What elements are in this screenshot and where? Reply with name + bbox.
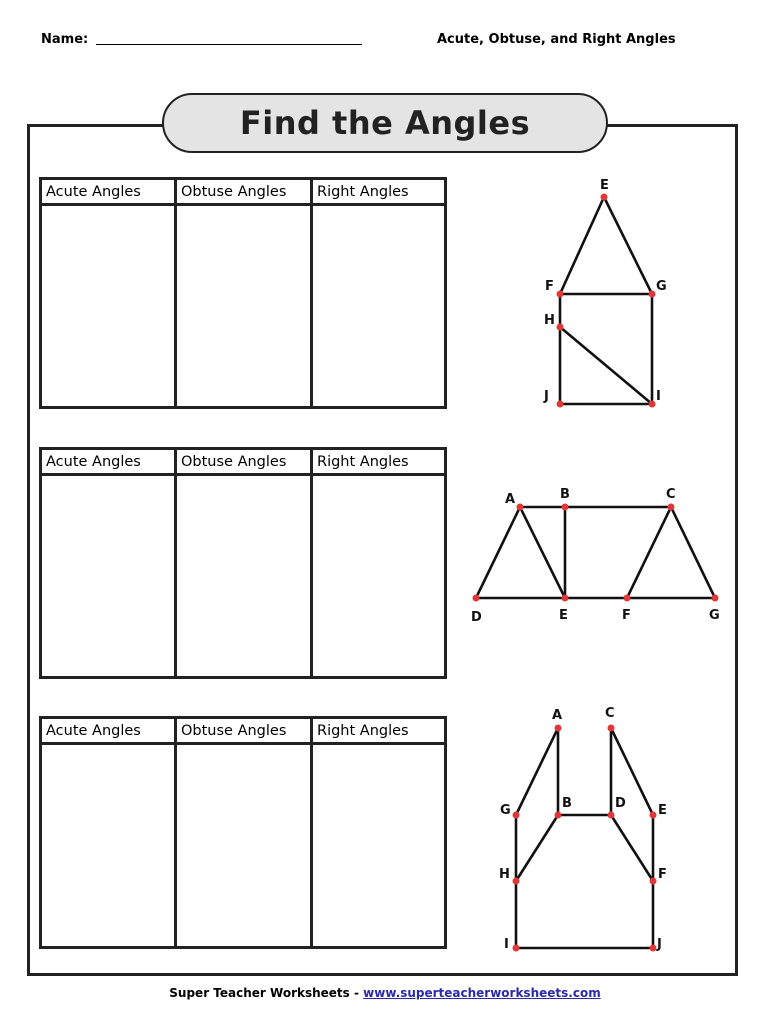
vertex-e [650, 812, 657, 819]
vertex-h [557, 324, 564, 331]
vertex-g [712, 595, 719, 602]
footer-text: Super Teacher Worksheets - [169, 986, 364, 1000]
label-g: G [656, 279, 667, 294]
label-e: E [559, 608, 568, 623]
label-g: G [709, 608, 720, 623]
footer-link[interactable]: www.superteacherworksheets.com [363, 986, 601, 1000]
vertex-f [557, 291, 564, 298]
label-j: J [657, 937, 662, 952]
label-i: I [656, 389, 661, 404]
vertex-e [562, 595, 569, 602]
vertex-c [608, 725, 615, 732]
page-title: Find the Angles [239, 104, 531, 142]
segment-ag [516, 728, 558, 815]
figure-1 [543, 178, 667, 408]
vertex-h [513, 878, 520, 885]
header-obtuse-angles: Obtuse Angles [177, 719, 313, 745]
footer [0, 986, 770, 1000]
segment-df [611, 815, 653, 881]
label-f: F [622, 608, 631, 623]
label-d: D [615, 796, 626, 811]
header-acute-angles: Acute Angles [42, 450, 177, 476]
vertex-j [650, 945, 657, 952]
vertex-j [557, 401, 564, 408]
label-a: A [505, 492, 516, 507]
vertex-b [562, 504, 569, 511]
vertex-e [601, 194, 608, 201]
label-h: H [499, 867, 510, 882]
label-c: C [605, 706, 615, 721]
label-e: E [658, 803, 667, 818]
segment-ad [476, 507, 520, 598]
vertex-g [513, 812, 520, 819]
segment-hi [560, 327, 652, 404]
header-right-angles: Right Angles [313, 450, 444, 476]
figure-2 [471, 487, 720, 625]
label-f: F [545, 279, 554, 294]
vertex-a [555, 725, 562, 732]
label-h: H [544, 313, 555, 328]
label-j: J [544, 389, 549, 404]
label-b: B [562, 796, 572, 811]
worksheet-subtitle: Acute, Obtuse, and Right Angles [437, 32, 676, 47]
segment-cf [627, 507, 671, 598]
label-f: F [658, 867, 667, 882]
vertex-d [608, 812, 615, 819]
segment-bh [516, 815, 558, 881]
label-e: E [600, 178, 609, 193]
label-c: C [666, 487, 676, 502]
label-g: G [500, 803, 511, 818]
header-acute-angles: Acute Angles [42, 180, 177, 206]
vertex-d [473, 595, 480, 602]
label-a: A [552, 708, 563, 723]
header-right-angles: Right Angles [313, 719, 444, 745]
segment-eg [604, 197, 652, 294]
vertex-i [649, 401, 656, 408]
header-right-angles: Right Angles [313, 180, 444, 206]
vertex-g [649, 291, 656, 298]
vertex-b [555, 812, 562, 819]
vertex-f [650, 878, 657, 885]
vertex-i [513, 945, 520, 952]
vertex-a [517, 504, 524, 511]
segment-ae [520, 507, 565, 598]
figure-3 [499, 706, 667, 952]
header-obtuse-angles: Obtuse Angles [177, 180, 313, 206]
vertex-c [668, 504, 675, 511]
segment-cg [671, 507, 715, 598]
segment-ef [560, 197, 604, 294]
label-i: I [504, 937, 509, 952]
name-label: Name: [41, 32, 89, 47]
header-obtuse-angles: Obtuse Angles [177, 450, 313, 476]
vertex-f [624, 595, 631, 602]
header-acute-angles: Acute Angles [42, 719, 177, 745]
label-d: D [471, 610, 482, 625]
label-b: B [560, 487, 570, 502]
